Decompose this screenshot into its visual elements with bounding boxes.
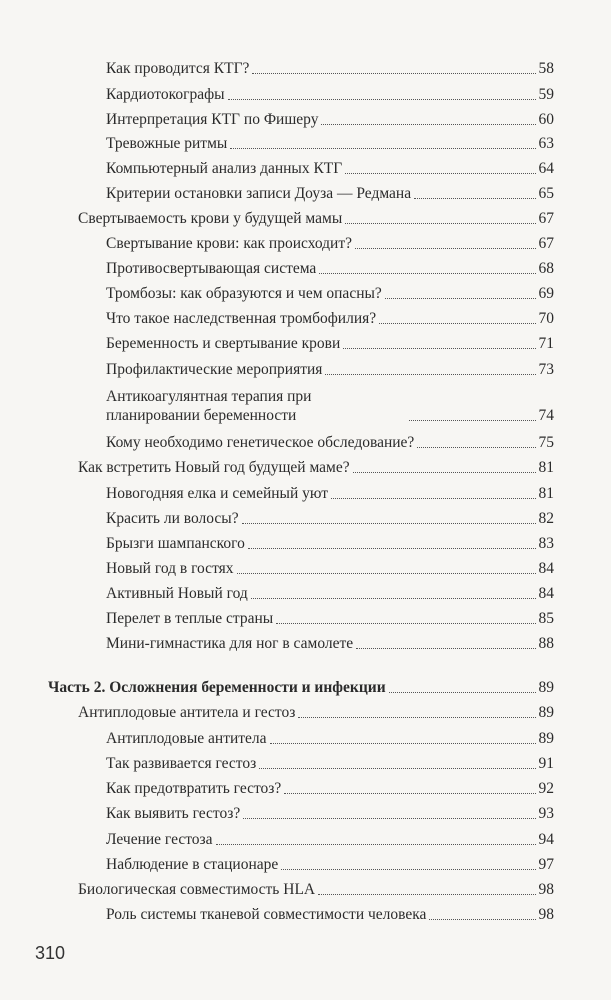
- toc-entry: [106, 235, 554, 253]
- dot-leader: [353, 472, 536, 473]
- toc-entry-title: Антиплодовые антитела: [106, 730, 267, 747]
- toc-entry-page: 65: [538, 185, 554, 202]
- toc-entry: [106, 310, 554, 328]
- toc-entry-title: Как проводится КТГ?: [106, 60, 250, 77]
- toc-entry: [106, 485, 554, 503]
- toc-entry: [78, 881, 554, 899]
- dot-leader: [409, 420, 536, 421]
- toc-entry-title: Биологическая совместимость HLA: [78, 881, 316, 898]
- dot-leader: [228, 99, 536, 100]
- toc-entry: [106, 86, 554, 104]
- toc-entry-page: 88: [538, 635, 554, 652]
- toc-entry: [106, 260, 554, 278]
- toc-entry: [106, 585, 554, 603]
- toc-entry-title: Свертываемость крови у будущей мамы: [78, 210, 343, 227]
- dot-leader: [248, 548, 536, 549]
- toc-entry-title: Как выявить гестоз?: [106, 805, 241, 822]
- toc-entry-page: 98: [538, 881, 554, 898]
- dot-leader: [242, 523, 536, 524]
- toc-entry-title: Перелет в теплые страны: [106, 610, 274, 627]
- dot-leader: [319, 273, 535, 274]
- toc-entry-page: 97: [538, 856, 554, 873]
- toc-entry-title: Так развивается гестоз: [106, 755, 257, 772]
- toc-entry: [106, 906, 554, 924]
- toc-entry-page: 67: [538, 235, 554, 252]
- toc-entry: [78, 459, 554, 477]
- toc-entry-page: 81: [538, 485, 554, 502]
- toc-entry: [106, 635, 554, 653]
- dot-leader: [321, 124, 535, 125]
- toc-entry-title: Лечение гестоза: [106, 831, 213, 848]
- dot-leader: [270, 743, 536, 744]
- toc-entry-page: 64: [538, 160, 554, 177]
- toc-entry-title: Профилактические мероприятия: [106, 361, 323, 378]
- dot-leader: [345, 173, 535, 174]
- toc-entry-page: 74: [538, 407, 554, 424]
- toc-entry-title: Тревожные ритмы: [106, 135, 228, 152]
- toc-entry: [106, 510, 554, 528]
- dot-leader: [385, 298, 536, 299]
- toc-entry-title: Кардиотокографы: [106, 86, 225, 103]
- toc-entry-title: Компьютерный анализ данных КТГ: [106, 160, 343, 177]
- toc-entry-title: Новогодняя елка и семейный уют: [106, 485, 329, 502]
- toc-entry-title: Как предотвратить гестоз?: [106, 780, 282, 797]
- dot-leader: [355, 248, 536, 249]
- toc-entry-title: Брызги шампанского: [106, 535, 245, 552]
- toc-entry-title: Интерпретация КТГ по Фишеру: [106, 111, 319, 128]
- toc-entry-title: Критерии остановки записи Доуза — Редмана: [106, 185, 412, 202]
- toc-entry: [106, 285, 554, 303]
- toc-entry-page: 89: [538, 730, 554, 747]
- dot-leader: [298, 717, 535, 718]
- toc-entry-page: 83: [538, 535, 554, 552]
- toc-entry: [106, 160, 554, 178]
- dot-leader: [251, 598, 536, 599]
- toc-entry-title: Антикоагулянтная терапия при планировании беременности: [106, 388, 312, 424]
- toc-entry: [106, 610, 554, 628]
- toc-entry-title: Что такое наследственная тромбофилия?: [106, 310, 377, 327]
- dot-leader: [243, 818, 535, 819]
- toc-entry-title: Наблюдение в стационаре: [106, 856, 279, 873]
- toc-entry-title: Беременность и свертывание крови: [106, 335, 341, 352]
- toc-entry-title: Как встретить Новый год будущей маме?: [78, 459, 350, 476]
- toc-entry-title: Роль системы тканевой совместимости человека: [106, 906, 427, 923]
- toc-entry: [106, 387, 554, 425]
- toc-entry-page: 67: [538, 210, 554, 227]
- toc-entry-page: 91: [538, 755, 554, 772]
- dot-leader: [356, 648, 535, 649]
- toc-entry: [106, 361, 554, 379]
- dot-leader: [276, 623, 535, 624]
- toc-entry-page: 89: [538, 704, 554, 721]
- page-number: 310: [35, 943, 66, 963]
- toc-entry-page: 84: [538, 560, 554, 577]
- dot-leader: [429, 919, 535, 920]
- toc-entry: [106, 755, 554, 773]
- toc-entry: [106, 856, 554, 874]
- toc-entry-page: 63: [538, 135, 554, 152]
- toc-entry-title: Часть 2. Осложнения беременности и инфекции: [48, 679, 386, 696]
- toc-entry-title: Противосвертывающая система: [106, 260, 317, 277]
- toc-entry-page: 84: [538, 585, 554, 602]
- toc-entry-page: 92: [538, 780, 554, 797]
- dot-leader: [343, 348, 535, 349]
- toc-entry-title: Красить ли волосы?: [106, 510, 239, 527]
- toc-part-heading: [48, 679, 554, 697]
- dot-leader: [318, 894, 535, 895]
- dot-leader: [216, 844, 536, 845]
- toc-entry-page: 71: [538, 335, 554, 352]
- toc-entry-page: 94: [538, 831, 554, 848]
- toc-entry-title: Активный Новый год: [106, 585, 248, 602]
- dot-leader: [281, 869, 535, 870]
- toc-entry-title: Свертывание крови: как происходит?: [106, 235, 352, 252]
- dot-leader: [417, 447, 535, 448]
- toc-entry: [106, 60, 554, 78]
- toc-entry: [106, 185, 554, 203]
- dot-leader: [237, 573, 536, 574]
- toc-entry-page: 60: [538, 111, 554, 128]
- toc-entry: [106, 434, 554, 452]
- toc-entry-title: Кому необходимо генетическое обследование?: [106, 434, 415, 451]
- toc-entry-title: Тромбозы: как образуются и чем опасны?: [106, 285, 382, 302]
- toc-entry-page: 70: [538, 310, 554, 327]
- toc-entry-page: 82: [538, 510, 554, 527]
- dot-leader: [389, 692, 536, 693]
- toc-entry: [78, 704, 554, 722]
- toc-entry-page: 75: [538, 434, 554, 451]
- toc-entry: [106, 831, 554, 849]
- dot-leader: [259, 768, 535, 769]
- toc-entry-page: 98: [538, 906, 554, 923]
- toc-entry: [106, 780, 554, 798]
- toc-entry: [106, 730, 554, 748]
- toc-entry-title: Мини-гимнастика для ног в самолете: [106, 635, 354, 652]
- toc-entry-title: Антиплодовые антитела и гестоз: [78, 704, 296, 721]
- toc-entry-page: 85: [538, 610, 554, 627]
- dot-leader: [379, 323, 535, 324]
- toc-entry-title: Новый год в гостях: [106, 560, 234, 577]
- toc-entry-page: 81: [538, 459, 554, 476]
- toc-entry-page: 59: [538, 86, 554, 103]
- toc-entry: [106, 335, 554, 353]
- dot-leader: [325, 374, 535, 375]
- dot-leader: [284, 793, 535, 794]
- toc-entry-page: 93: [538, 805, 554, 822]
- toc-entry: [106, 805, 554, 823]
- toc-entry-page: 73: [538, 361, 554, 378]
- dot-leader: [414, 198, 535, 199]
- toc-entry-page: 89: [538, 679, 554, 696]
- toc-entry: [106, 535, 554, 553]
- toc-entry: [106, 111, 554, 129]
- toc-entry: [78, 210, 554, 228]
- dot-leader: [252, 73, 535, 74]
- toc-entry: [106, 135, 554, 153]
- toc-entry-page: 69: [538, 285, 554, 302]
- dot-leader: [345, 223, 535, 224]
- dot-leader: [331, 498, 535, 499]
- toc-entry-page: 58: [538, 60, 554, 77]
- toc-entry-page: 68: [538, 260, 554, 277]
- dot-leader: [230, 148, 535, 149]
- toc-entry: [106, 560, 554, 578]
